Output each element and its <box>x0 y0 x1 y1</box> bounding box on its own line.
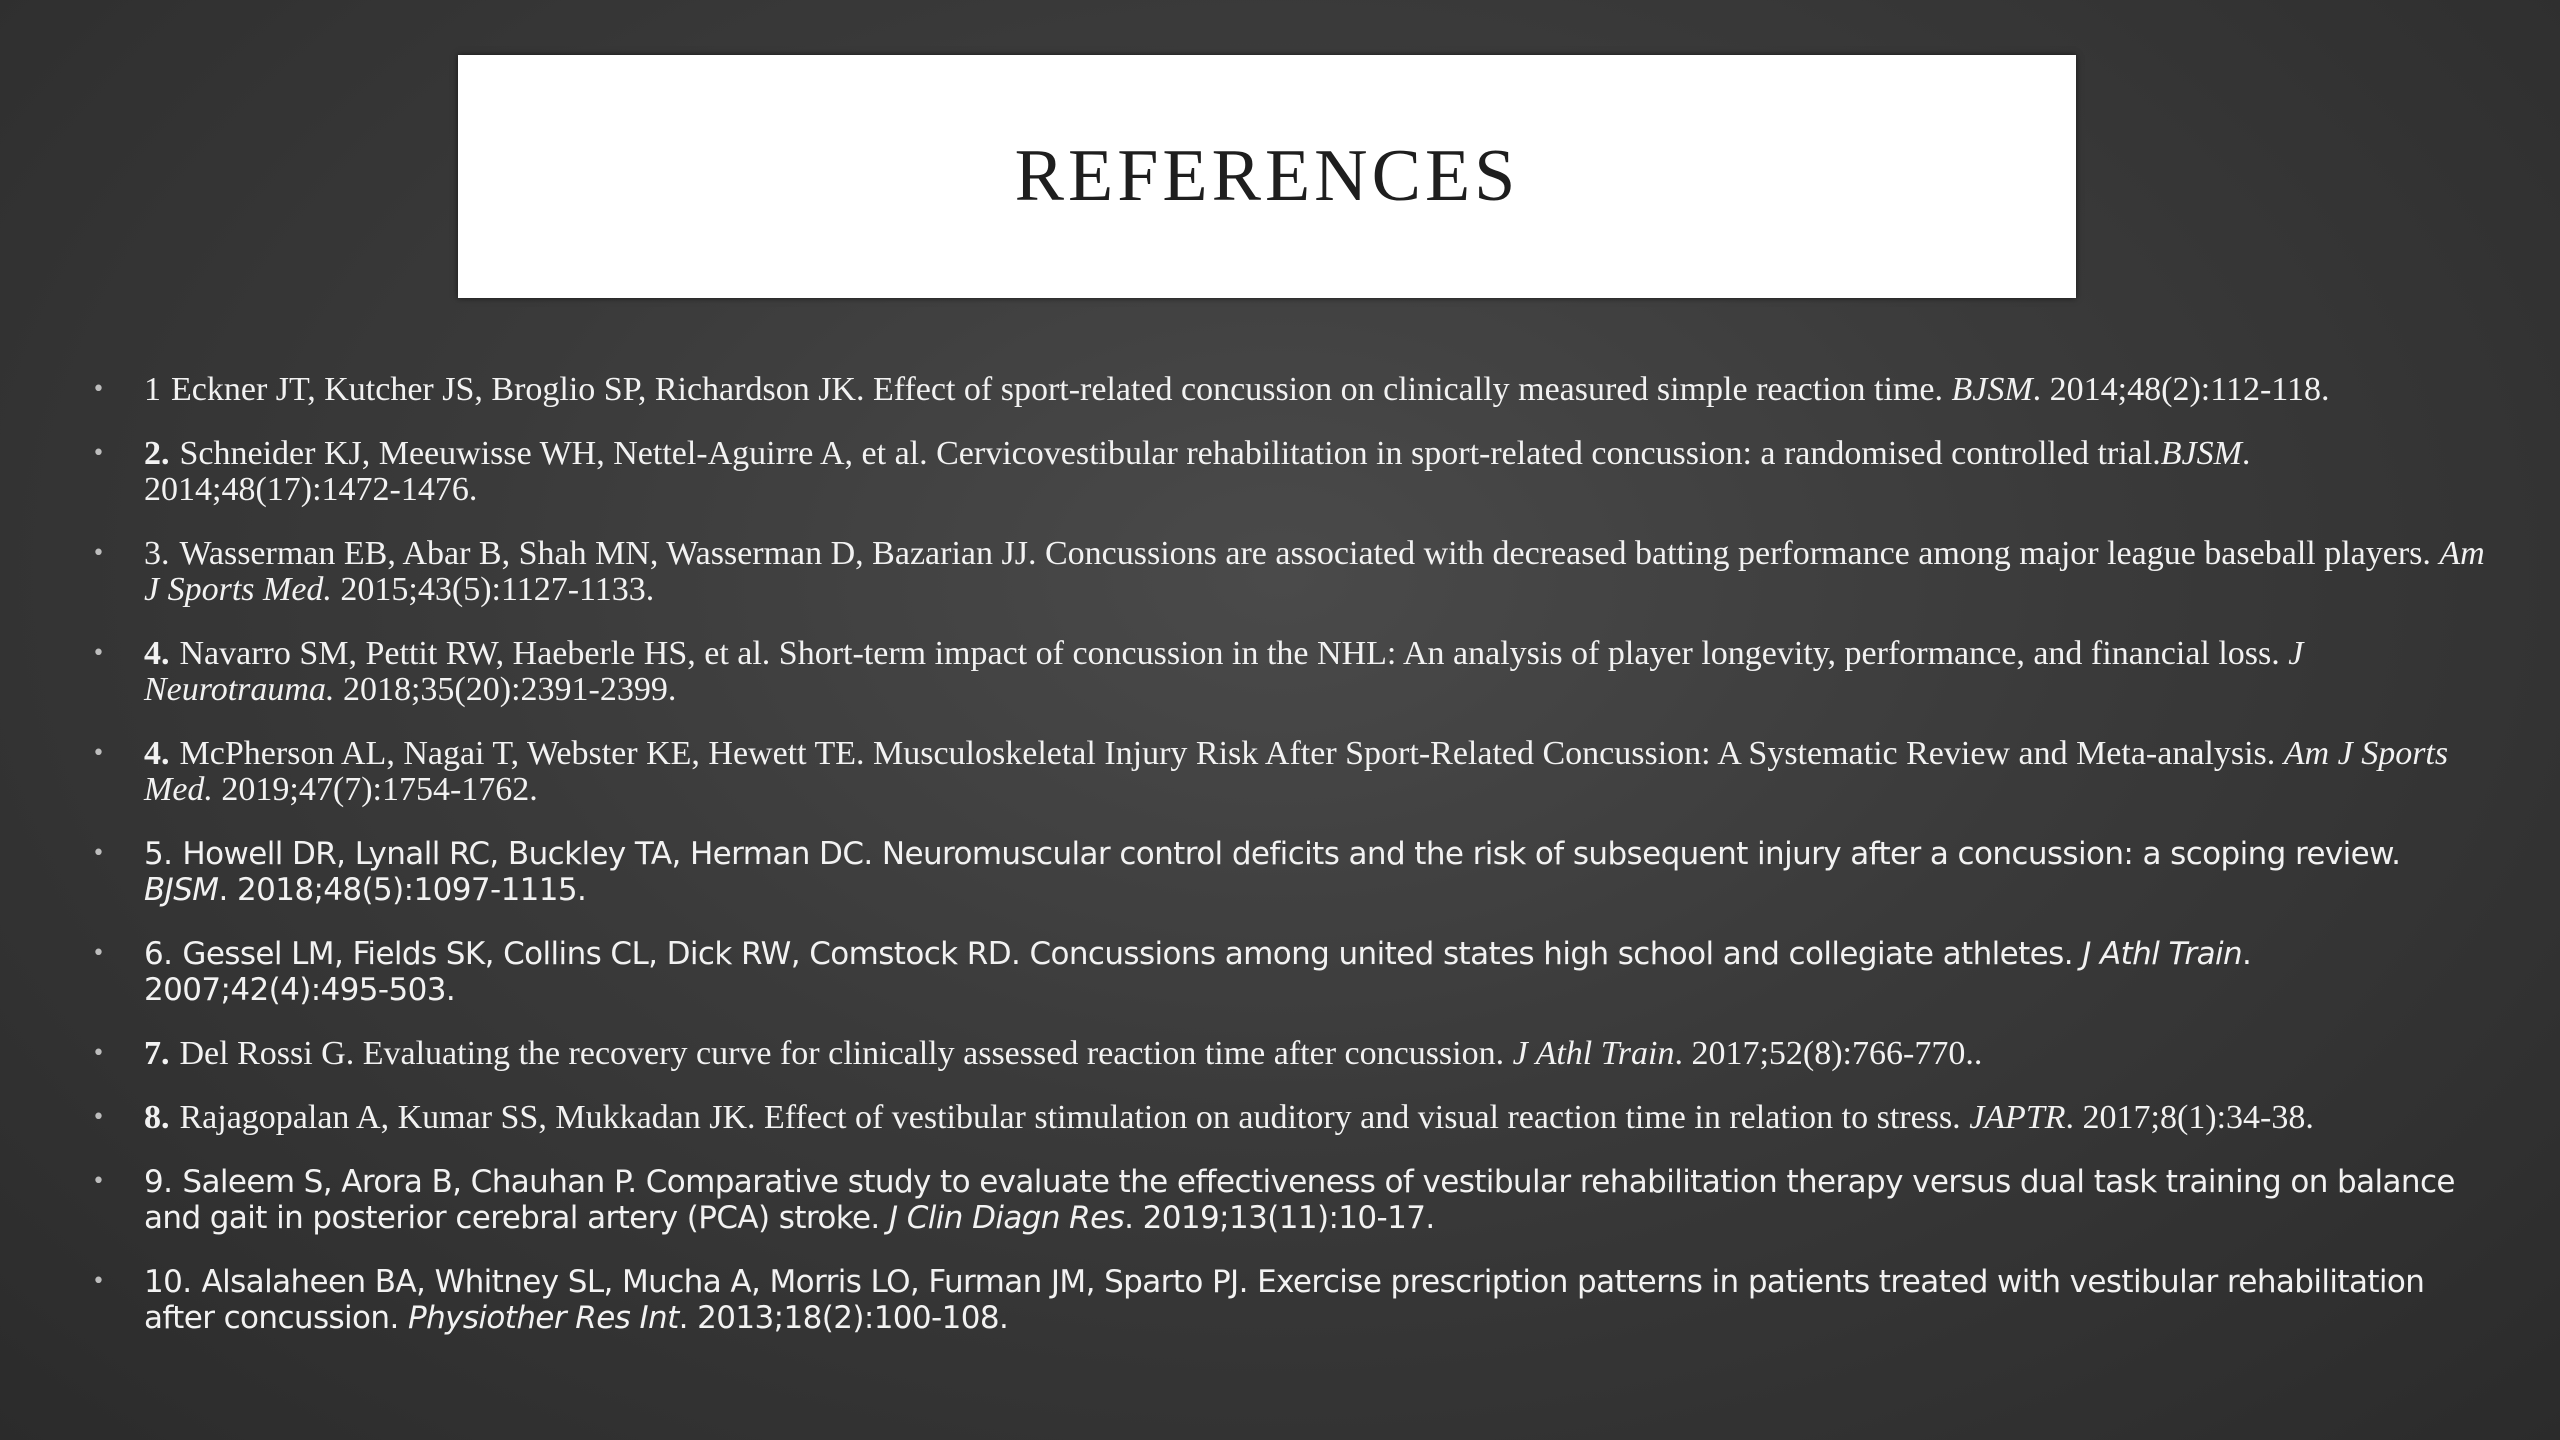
reference-citation: 2018;35(20):2391-2399. <box>334 671 677 708</box>
reference-number: 5. <box>144 836 173 872</box>
reference-text: Gessel LM, Fields SK, Collins CL, Dick RW, Comstock RD. Concussions among united states high school and collegiate athletes. <box>182 936 2083 972</box>
reference-number: 6. <box>144 936 173 972</box>
reference-citation: . 2014;48(2):112-118. <box>2032 371 2330 408</box>
reference-citation: 2019;47(7):1754-1762. <box>212 771 538 808</box>
reference-citation: . 2017;52(8):766-770.. <box>1674 1035 1983 1072</box>
bullet-icon: • <box>92 641 105 666</box>
reference-item <box>92 836 2492 908</box>
bullet-icon: • <box>92 1169 105 1194</box>
reference-number: 3. <box>144 535 170 572</box>
reference-number: 8. <box>144 1099 170 1136</box>
reference-item <box>92 736 2492 808</box>
reference-number: 4. <box>144 635 170 672</box>
reference-number: 7. <box>144 1035 170 1072</box>
reference-citation: . 2007;42(4):495-503. <box>144 936 2252 1008</box>
reference-number: 10. <box>144 1264 192 1300</box>
reference-text: Wasserman EB, Abar B, Shah MN, Wasserman D, Bazarian JJ. Concussions are associated with decreased batting performance among major league baseball players. <box>179 535 2440 572</box>
reference-item <box>92 1164 2492 1236</box>
reference-text: Rajagopalan A, Kumar SS, Mukkadan JK. Effect of vestibular stimulation on auditory and visual reaction time in relation to stress. <box>179 1099 1970 1136</box>
reference-item <box>92 1264 2492 1336</box>
reference-text: Del Rossi G. Evaluating the recovery curve for clinically assessed reaction time after concussion. <box>179 1035 1513 1072</box>
reference-text: Schneider KJ, Meeuwisse WH, Nettel-Aguirre A, et al. Cervicovestibular rehabilitation in sport-related concussion: a randomised controlled trial. <box>179 435 2161 472</box>
reference-number: 1 <box>144 371 161 408</box>
reference-journal: J Athl Train <box>1512 1035 1675 1072</box>
reference-list <box>92 372 2492 1364</box>
reference-item <box>92 1036 2492 1072</box>
reference-number: 9. <box>144 1164 173 1200</box>
reference-citation: . 2017;8(1):34-38. <box>2065 1099 2314 1136</box>
reference-journal: JAPTR <box>1969 1099 2066 1136</box>
reference-text: Alsalaheen BA, Whitney SL, Mucha A, Morris LO, Furman JM, Sparto PJ. Exercise prescription patterns in patients treated with vestibular rehabilitation after concussion. <box>144 1264 2425 1336</box>
reference-item <box>92 636 2492 708</box>
bullet-icon: • <box>92 541 105 566</box>
reference-citation: . 2014;48(17):1472-1476. <box>144 435 2251 508</box>
reference-journal: J Athl Train <box>2082 936 2243 972</box>
reference-number: 4. <box>144 735 170 772</box>
reference-journal: Am J Sports Med. <box>144 735 2449 808</box>
reference-citation: 2015;43(5):1127-1133. <box>331 571 655 608</box>
bullet-icon: • <box>92 841 105 866</box>
bullet-icon: • <box>92 741 105 766</box>
title-box <box>458 55 2076 298</box>
reference-number: 2. <box>144 435 170 472</box>
reference-journal: BJSM <box>144 872 219 908</box>
reference-text: Navarro SM, Pettit RW, Haeberle HS, et al. Short-term impact of concussion in the NHL: An analysis of player longevity, performance, and financial loss. <box>179 635 2289 672</box>
bullet-icon: • <box>92 441 105 466</box>
slide-title: REFERENCES <box>1014 135 1520 217</box>
reference-item <box>92 436 2492 508</box>
reference-item <box>92 372 2492 408</box>
reference-text: Saleem S, Arora B, Chauhan P. Comparative study to evaluate the effectiveness of vestibular rehabilitation therapy versus dual task training on balance and gait in posterior cerebral artery (PCA) stroke. <box>144 1164 2455 1236</box>
reference-text: McPherson AL, Nagai T, Webster KE, Hewett TE. Musculoskeletal Injury Risk After Sport-Related Concussion: A Systematic Review and Meta-analysis. <box>179 735 2284 772</box>
reference-citation: . 2018;48(5):1097-1115. <box>218 872 587 908</box>
reference-journal: Physiother Res Int <box>407 1300 679 1336</box>
reference-citation: . 2019;13(11):10-17. <box>1124 1200 1435 1236</box>
reference-journal: J Clin Diagn Res <box>888 1200 1125 1236</box>
reference-item <box>92 536 2492 608</box>
reference-journal: J Neurotrauma. <box>144 635 2304 708</box>
bullet-icon: • <box>92 377 105 402</box>
reference-journal: BJSM <box>2160 435 2242 472</box>
reference-journal: BJSM <box>1951 371 2033 408</box>
reference-citation: . 2013;18(2):100-108. <box>678 1300 1009 1336</box>
reference-text: Howell DR, Lynall RC, Buckley TA, Herman DC. Neuromuscular control deficits and the risk of subsequent injury after a concussion: a scoping review. <box>182 836 2401 872</box>
reference-journal: Am J Sports Med. <box>144 535 2485 608</box>
reference-item <box>92 1100 2492 1136</box>
reference-item <box>92 936 2492 1008</box>
bullet-icon: • <box>92 1269 105 1294</box>
reference-text: Eckner JT, Kutcher JS, Broglio SP, Richardson JK. Effect of sport-related concussion on clinically measured simple reaction time. <box>171 371 1952 408</box>
bullet-icon: • <box>92 941 105 966</box>
bullet-icon: • <box>92 1041 105 1066</box>
bullet-icon: • <box>92 1105 105 1130</box>
